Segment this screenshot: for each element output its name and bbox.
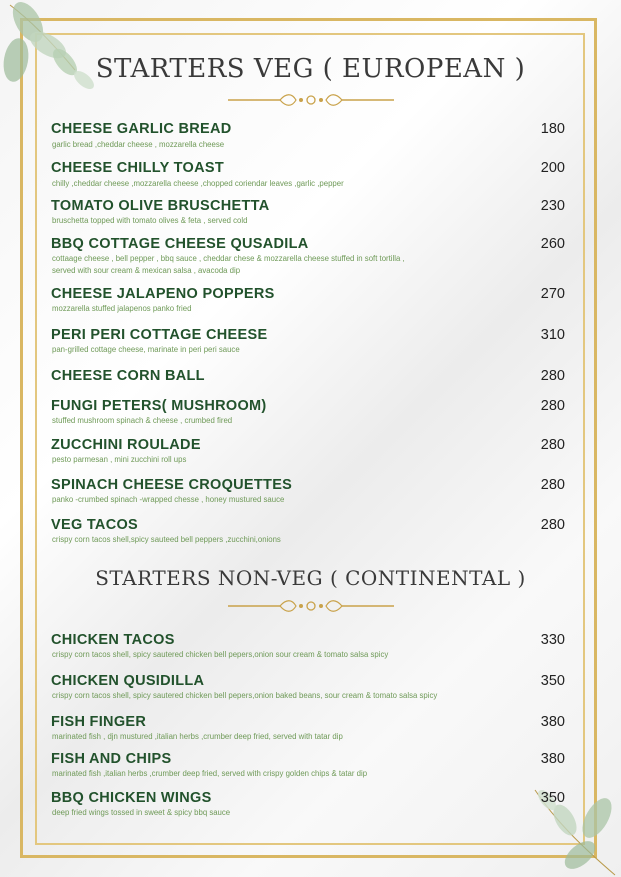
item-name: ZUCCHINI ROULADE — [51, 437, 201, 453]
item-name: BBQ CHICKEN WINGS — [51, 790, 212, 806]
item-price: 280 — [540, 477, 565, 493]
item-description: mozzarella stuffed jalapenos panko fried — [52, 304, 192, 313]
item-description: crispy corn tacos shell,spicy sauteed bell peppers ,zucchini,onions — [52, 535, 281, 544]
item-description: crispy corn tacos shell, spicy sautered chicken bell pepers,onion baked beans, sour cream & tomato salsa spicy — [52, 691, 438, 700]
item-description: crispy corn tacos shell, spicy sautered chicken bell pepers,onion sour cream & tomato salsa spicy — [52, 650, 389, 659]
item-name: VEG TACOS — [51, 517, 139, 533]
item-name: FISH FINGER — [51, 714, 147, 730]
item-name: CHEESE JALAPENO POPPERS — [51, 286, 275, 302]
item-description: cottaage cheese , bell pepper , bbq sauce , cheddar chese & mozzarella cheese stuffed in soft tortilla , served with sour cream & mexican salsa , avacoda dip — [52, 254, 405, 275]
item-price: 260 — [540, 236, 565, 252]
item-description: deep fried wings tossed in sweet & spicy bbq sauce — [52, 808, 231, 817]
item-name: CHEESE CORN BALL — [51, 368, 205, 384]
item-name: BBQ COTTAGE CHEESE QUSADILA — [51, 236, 309, 252]
item-price: 380 — [540, 751, 565, 767]
item-name: CHEESE GARLIC BREAD — [51, 121, 232, 137]
item-price: 350 — [540, 790, 565, 806]
item-price: 180 — [540, 121, 565, 137]
item-description: pesto parmesan , mini zucchini roll ups — [52, 455, 187, 464]
ornament-divider-icon — [228, 92, 394, 108]
item-price: 280 — [540, 437, 565, 453]
item-name: CHICKEN TACOS — [51, 632, 175, 648]
item-description: garlic bread ,cheddar cheese , mozzarella cheese — [52, 140, 225, 149]
item-price: 380 — [540, 714, 565, 730]
item-price: 350 — [540, 673, 565, 689]
item-price: 310 — [540, 327, 565, 343]
item-description: stuffed mushroom spinach & cheese , crumbed fired — [52, 416, 233, 425]
section-title-non-veg: STARTERS NON-VEG ( CONTINENTAL ) — [95, 566, 526, 590]
item-name: FUNGI PETERS( MUSHROOM) — [51, 398, 267, 414]
item-price: 230 — [540, 198, 565, 214]
item-name: FISH AND CHIPS — [51, 751, 172, 767]
item-description: panko -crumbed spinach -wrapped chesse , honey mustured sauce — [52, 495, 285, 504]
section-title-veg: STARTERS VEG ( EUROPEAN ) — [95, 54, 526, 84]
item-name: PERI PERI COTTAGE CHEESE — [51, 327, 268, 343]
item-description: pan-grilled cottage cheese, marinate in peri peri sauce — [52, 345, 240, 354]
item-description: bruschetta topped with tomato olives & feta , served cold — [52, 216, 248, 225]
item-price: 270 — [540, 286, 565, 302]
ornament-divider-icon — [228, 598, 394, 614]
item-name: CHICKEN QUSIDILLA — [51, 673, 205, 689]
item-price: 280 — [540, 517, 565, 533]
item-description: marinated fish , djn mustured ,italian herbs ,crumber deep fried, served with tatar dip — [52, 732, 343, 741]
item-price: 200 — [540, 160, 565, 176]
item-name: SPINACH CHEESE CROQUETTES — [51, 477, 293, 493]
leaf-decoration-bottom-right — [525, 780, 621, 877]
item-description: marinated fish ,italian herbs ,crumber deep fried, served with crispy golden chips & tatar dip — [52, 769, 368, 778]
item-price: 280 — [540, 398, 565, 414]
item-price: 280 — [540, 368, 565, 384]
item-name: CHEESE CHILLY TOAST — [51, 160, 225, 176]
item-name: TOMATO OLIVE BRUSCHETTA — [51, 198, 270, 214]
item-description: chilly ,cheddar cheese ,mozzarella cheese ,chopped coriendar leaves ,garlic ,pepper — [52, 179, 344, 188]
item-price: 330 — [540, 632, 565, 648]
